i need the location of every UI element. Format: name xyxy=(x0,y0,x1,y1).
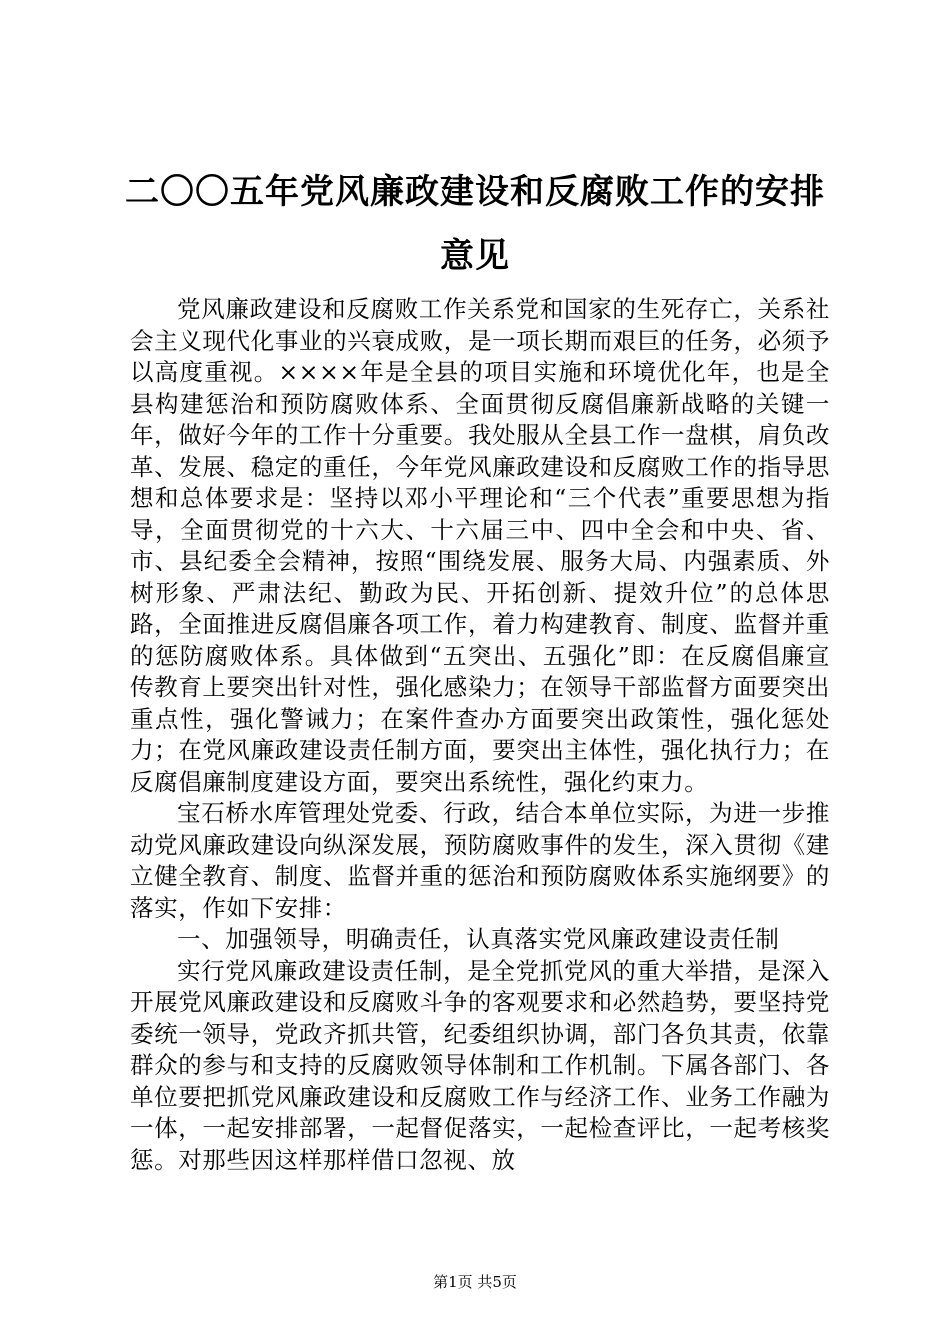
document-body xyxy=(130,294,830,1176)
paragraph-intro: 党风廉政建设和反腐败工作关系党和国家的生死存亡，关系社会主义现代化事业的兴衰成败，是一项长期而艰巨的任务，必须予以高度重视。××××年是全县的项目实施和环境优化年，也是全县构建惩治和预防腐败体系、全面贯彻反腐倡廉新战略的关键一年，做好今年的工作十分重要。我处服从全县工作一盘棋，肩负改革、发展、稳定的重任，今年党风廉政建设和反腐败工作的指导思想和总体要求是：坚持以邓小平理论和“三个代表”重要思想为指导，全面贯彻党的十六大、十六届三中、四中全会和中央、省、市、县纪委全会精神，按照“围绕发展、服务大局、内强素质、外树形象、严肃法纪、勤政为民、开拓创新、提效升位”的总体思路，全面推进反腐倡廉各项工作，着力构建教育、制度、监督并重的惩防腐败体系。具体做到“五突出、五强化”即：在反腐倡廉宣传教育上要突出针对性，强化感染力；在领导干部监督方面要突出重点性，强化警诫力；在案件查办方面要突出政策性，强化惩处力；在党风廉政建设责任制方面，要突出主体性，强化执行力；在反腐倡廉制度建设方面，要突出系统性，强化约束力。 xyxy=(130,295,830,796)
section-heading-1: 一、加强领导，明确责任，认真落实党风廉政建设责任制 xyxy=(177,925,780,953)
page-footer: 第1页 共5页 xyxy=(433,1273,517,1291)
paragraph-responsibility: 实行党风廉政建设责任制，是全党抓党风的重大举措，是深入开展党风廉政建设和反腐败斗争的客观要求和必然趋势，要坚持党委统一领导，党政齐抓共管，纪委组织协调，部门各负其责，依靠群众的参与和支持的反腐败领导体制和工作机制。下属各部门、各单位要把抓党风廉政建设和反腐败工作与经济工作、业务工作融为一体，一起安排部署，一起督促落实，一起检查评比，一起考核奖惩。对那些因这样那样借口忽视、放 xyxy=(130,956,830,1174)
document-title: 二〇〇五年党风廉政建设和反腐败工作的安排意见 xyxy=(125,172,825,276)
paragraph-arrangement: 宝石桥水库管理处党委、行政，结合本单位实际，为进一步推动党风廉政建设向纵深发展，预防腐败事件的发生，深入贯彻《建立健全教育、制度、监督并重的惩治和预防腐败体系实施纲要》的落实，作如下安排： xyxy=(130,799,830,922)
